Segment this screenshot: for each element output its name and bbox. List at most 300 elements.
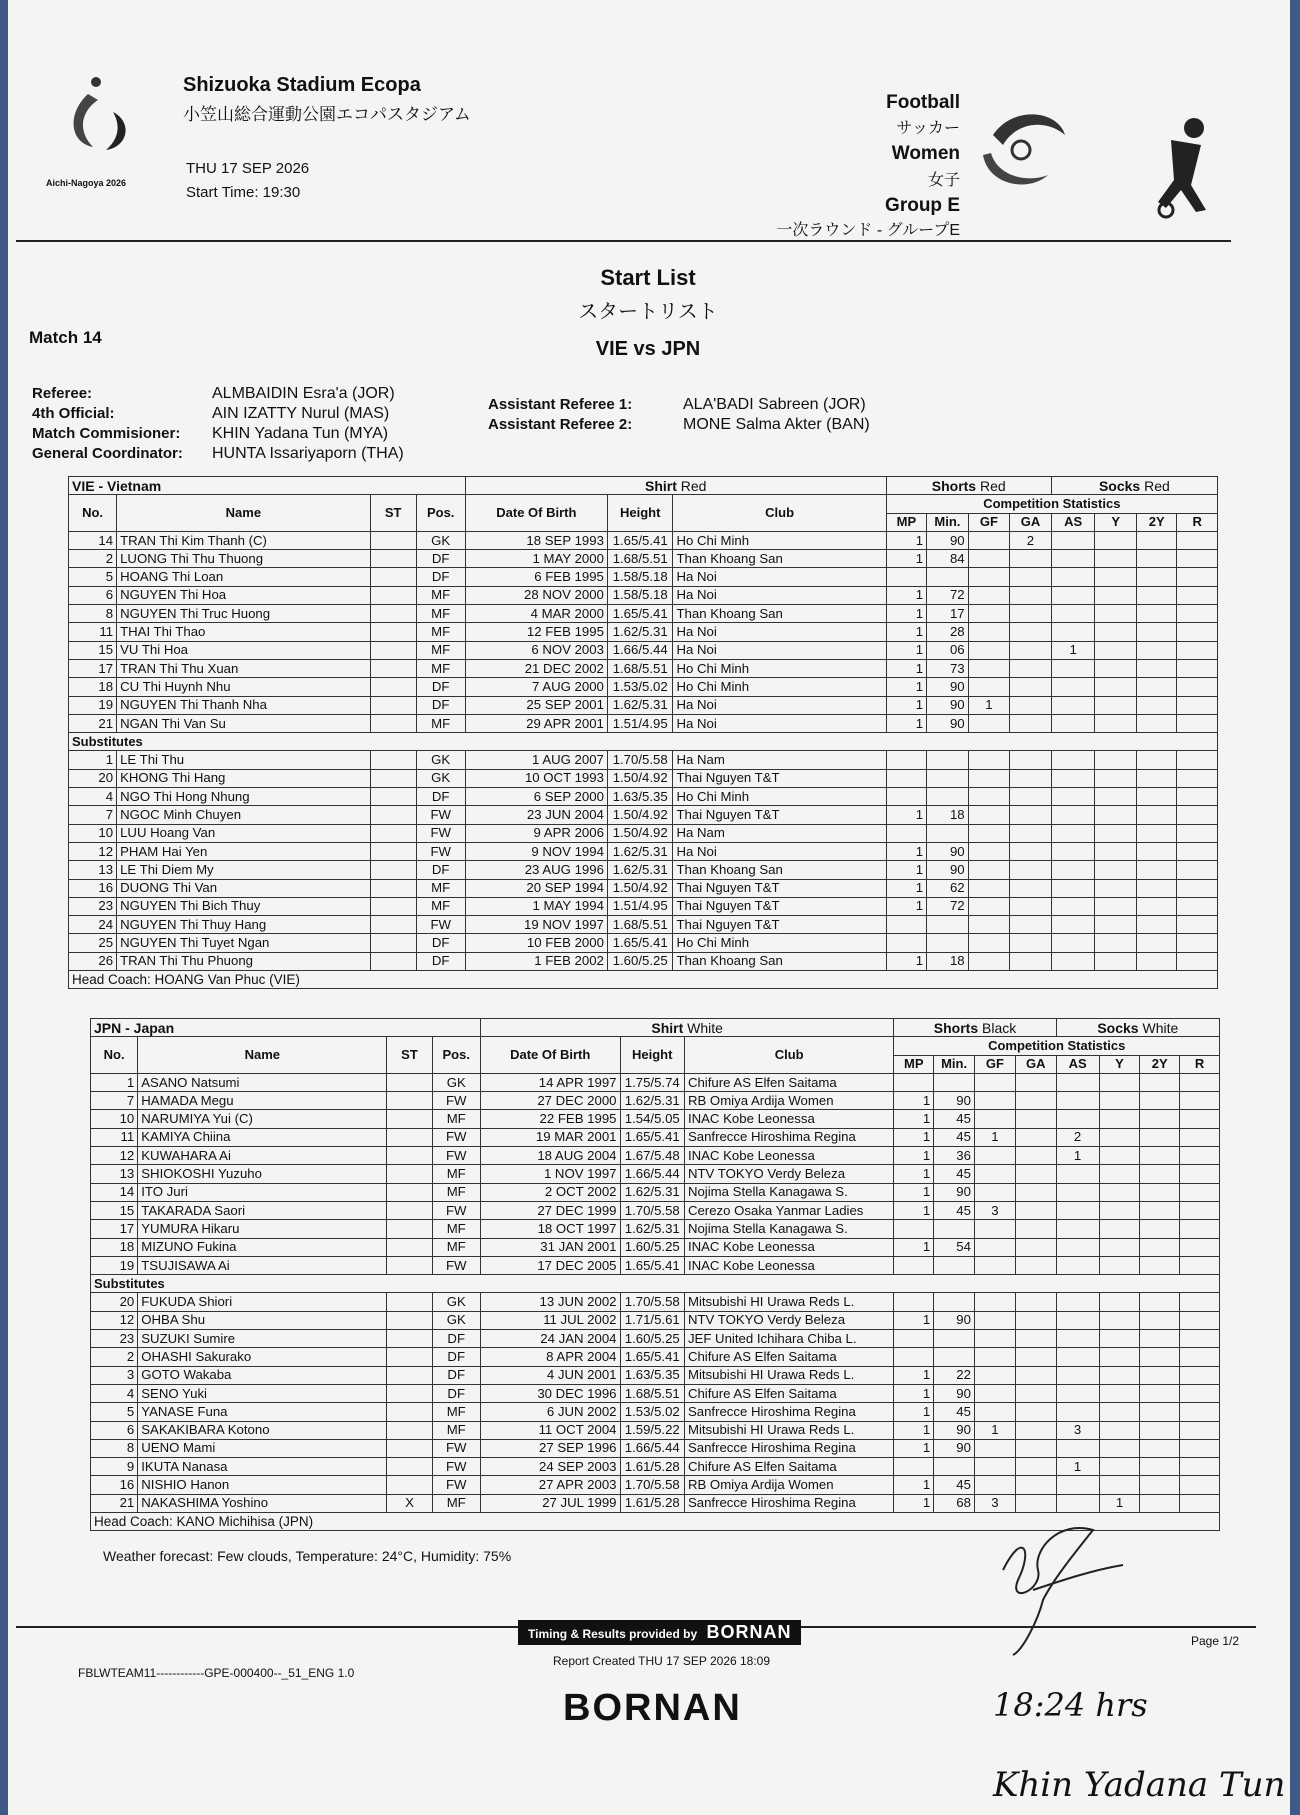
player-min	[934, 1293, 975, 1311]
player-y2	[1140, 1330, 1180, 1348]
player-name: TAKARADA Saori	[138, 1201, 387, 1219]
col-y-header: Y	[1099, 1055, 1140, 1073]
player-as	[1051, 568, 1095, 586]
player-y2	[1137, 934, 1177, 952]
player-mp: 1	[894, 1201, 934, 1219]
player-name: LUU Hoang Van	[117, 824, 371, 842]
shirt-value: White	[687, 1019, 723, 1036]
player-height: 1.54/5.05	[620, 1110, 684, 1128]
player-row	[69, 568, 1218, 586]
player-ga	[1015, 1073, 1056, 1091]
player-club: Chifure AS Elfen Saitama	[684, 1458, 893, 1476]
player-ga	[1010, 605, 1052, 623]
matchup: VIE vs JPN	[595, 338, 701, 360]
player-pos: MF	[416, 623, 465, 641]
player-name: ITO Juri	[138, 1183, 387, 1201]
player-st	[370, 696, 416, 714]
player-name: OHBA Shu	[138, 1311, 387, 1329]
player-r	[1177, 952, 1218, 970]
player-as	[1051, 824, 1095, 842]
player-dob: 27 DEC 1999	[480, 1201, 620, 1219]
player-ga	[1015, 1439, 1056, 1457]
player-no: 8	[91, 1439, 138, 1457]
shirt-label: Shirt	[645, 477, 677, 494]
player-name: OHASHI Sakurako	[138, 1348, 387, 1366]
player-st	[370, 659, 416, 677]
player-min: 45	[934, 1128, 975, 1146]
player-min: 36	[934, 1147, 975, 1165]
player-st	[387, 1220, 432, 1238]
header-divider	[16, 240, 1231, 242]
player-name: TRAN Thi Thu Phuong	[117, 952, 371, 970]
player-y2	[1140, 1311, 1180, 1329]
player-y2	[1137, 879, 1177, 897]
player-y2	[1140, 1439, 1180, 1457]
player-r	[1180, 1348, 1220, 1366]
player-y2	[1140, 1238, 1180, 1256]
player-dob: 1 MAY 2000	[465, 550, 607, 568]
player-club: NTV TOKYO Verdy Beleza	[684, 1311, 893, 1329]
player-height: 1.70/5.58	[620, 1201, 684, 1219]
player-st	[370, 934, 416, 952]
player-y	[1095, 586, 1137, 604]
official-value: MONE Salma Akter (BAN)	[683, 416, 870, 433]
player-no: 2	[69, 550, 117, 568]
player-gf	[974, 1183, 1015, 1201]
player-dob: 24 SEP 2003	[480, 1458, 620, 1476]
player-height: 1.50/4.92	[607, 879, 673, 897]
player-st	[387, 1073, 432, 1091]
player-r	[1177, 769, 1218, 787]
player-club: Ho Chi Minh	[673, 788, 886, 806]
player-club: Sanfrecce Hiroshima Regina	[684, 1403, 893, 1421]
player-min: 90	[934, 1183, 975, 1201]
player-y2	[1140, 1073, 1180, 1091]
player-mp: 1	[894, 1421, 934, 1439]
player-as: 2	[1056, 1128, 1099, 1146]
player-name: IKUTA Nanasa	[138, 1458, 387, 1476]
timing-text: Timing & Results provided by	[528, 1627, 698, 1641]
player-st	[387, 1201, 432, 1219]
col-name-header: Name	[138, 1037, 387, 1074]
player-height: 1.50/4.92	[607, 806, 673, 824]
player-as	[1056, 1476, 1099, 1494]
officials-left	[32, 385, 404, 465]
player-mp	[894, 1073, 934, 1091]
player-club: Ho Chi Minh	[673, 678, 886, 696]
player-gf	[974, 1458, 1015, 1476]
player-row	[91, 1238, 1220, 1256]
player-y	[1099, 1073, 1140, 1091]
player-st	[387, 1110, 432, 1128]
player-mp: 1	[894, 1403, 934, 1421]
player-height: 1.63/5.35	[607, 788, 673, 806]
player-st	[370, 623, 416, 641]
player-y	[1095, 788, 1137, 806]
player-name: VU Thi Hoa	[117, 641, 371, 659]
player-ga	[1010, 806, 1052, 824]
player-y2	[1140, 1421, 1180, 1439]
player-y	[1099, 1092, 1140, 1110]
player-y2	[1137, 605, 1177, 623]
player-height: 1.53/5.02	[620, 1403, 684, 1421]
player-y2	[1140, 1348, 1180, 1366]
shorts-color	[894, 1019, 1056, 1037]
player-as	[1051, 934, 1095, 952]
player-pos: FW	[416, 842, 465, 860]
player-ga	[1010, 714, 1052, 732]
player-min	[934, 1458, 975, 1476]
player-mp	[886, 769, 926, 787]
player-club: Chifure AS Elfen Saitama	[684, 1348, 893, 1366]
col-ga-header: GA	[1010, 513, 1052, 531]
player-r	[1180, 1366, 1220, 1384]
player-name: HAMADA Megu	[138, 1092, 387, 1110]
player-dob: 22 FEB 1995	[480, 1110, 620, 1128]
player-pos: FW	[432, 1458, 480, 1476]
player-y2	[1137, 531, 1177, 549]
socks-label: Socks	[1098, 477, 1141, 494]
player-r	[1180, 1439, 1220, 1457]
player-as	[1051, 769, 1095, 787]
team-table-vie	[68, 476, 1218, 989]
player-mp	[894, 1256, 934, 1274]
player-as: 3	[1056, 1421, 1099, 1439]
player-gf	[974, 1311, 1015, 1329]
player-club: Mitsubishi HI Urawa Reds L.	[684, 1421, 893, 1439]
player-row	[91, 1311, 1220, 1329]
player-club: Ha Noi	[673, 586, 886, 604]
player-st	[370, 952, 416, 970]
player-name: PHAM Hai Yen	[117, 842, 371, 860]
player-row	[69, 842, 1218, 860]
player-gf	[968, 824, 1010, 842]
player-min	[927, 788, 969, 806]
player-st	[370, 806, 416, 824]
player-st	[387, 1476, 432, 1494]
player-ga	[1015, 1183, 1056, 1201]
player-no: 3	[91, 1366, 138, 1384]
player-club: Sanfrecce Hiroshima Regina	[684, 1439, 893, 1457]
player-no: 24	[69, 916, 117, 934]
player-min: 72	[927, 897, 969, 915]
start-list-sheet	[8, 0, 1290, 1815]
player-y2	[1140, 1458, 1180, 1476]
head-coach: Head Coach: KANO Michihisa (JPN)	[91, 1513, 1220, 1531]
player-as	[1056, 1384, 1099, 1402]
player-gf	[968, 861, 1010, 879]
player-mp	[894, 1220, 934, 1238]
timing-banner	[518, 1620, 801, 1645]
player-dob: 19 NOV 1997	[465, 916, 607, 934]
player-row	[91, 1439, 1220, 1457]
player-no: 8	[69, 605, 117, 623]
ocasia-emblem-icon	[973, 105, 1073, 195]
player-gf: 3	[974, 1494, 1015, 1512]
player-st	[370, 605, 416, 623]
player-no: 10	[91, 1110, 138, 1128]
player-height: 1.75/5.74	[620, 1073, 684, 1091]
player-y	[1095, 678, 1137, 696]
player-st	[387, 1183, 432, 1201]
player-as: 1	[1056, 1458, 1099, 1476]
player-name: GOTO Wakaba	[138, 1366, 387, 1384]
player-name: DUONG Thi Van	[117, 879, 371, 897]
player-ga	[1010, 623, 1052, 641]
player-height: 1.68/5.51	[607, 550, 673, 568]
player-mp	[894, 1348, 934, 1366]
player-club: INAC Kobe Leonessa	[684, 1256, 893, 1274]
player-dob: 21 DEC 2002	[465, 659, 607, 677]
player-r	[1180, 1458, 1220, 1476]
player-y2	[1140, 1256, 1180, 1274]
player-st	[370, 678, 416, 696]
player-min: 90	[927, 842, 969, 860]
col-st-header: ST	[387, 1037, 432, 1074]
player-pos: DF	[416, 550, 465, 568]
player-st	[387, 1238, 432, 1256]
player-as	[1051, 751, 1095, 769]
player-no: 10	[69, 824, 117, 842]
player-y	[1099, 1183, 1140, 1201]
group-label-jp: 一次ラウンド - グループE	[776, 222, 960, 239]
col-min-header: Min.	[934, 1055, 975, 1073]
player-y	[1099, 1293, 1140, 1311]
player-dob: 25 SEP 2001	[465, 696, 607, 714]
player-no: 5	[69, 568, 117, 586]
player-st	[370, 568, 416, 586]
shorts-value: Black	[982, 1019, 1017, 1036]
player-row	[91, 1073, 1220, 1091]
player-gf	[968, 879, 1010, 897]
player-no: 21	[69, 714, 117, 732]
player-pos: FW	[416, 916, 465, 934]
player-pos: GK	[416, 769, 465, 787]
player-club: Ha Noi	[673, 623, 886, 641]
player-ga	[1015, 1330, 1056, 1348]
column-header-row	[91, 1037, 1220, 1055]
player-no: 15	[69, 641, 117, 659]
official-ar1	[488, 396, 870, 416]
player-no: 15	[91, 1201, 138, 1219]
official-label: Referee:	[32, 385, 93, 402]
player-y2	[1137, 641, 1177, 659]
player-gf	[974, 1110, 1015, 1128]
player-st	[370, 714, 416, 732]
player-row	[69, 623, 1218, 641]
player-mp: 1	[894, 1311, 934, 1329]
player-no: 4	[69, 788, 117, 806]
player-y2	[1140, 1183, 1180, 1201]
player-height: 1.63/5.35	[620, 1366, 684, 1384]
player-dob: 29 APR 2001	[465, 714, 607, 732]
col-ga-header: GA	[1015, 1055, 1056, 1073]
player-ga	[1010, 550, 1052, 568]
player-st	[370, 751, 416, 769]
player-mp: 1	[894, 1110, 934, 1128]
player-dob: 10 FEB 2000	[465, 934, 607, 952]
shirt-color	[465, 477, 886, 495]
col-y2-header: 2Y	[1140, 1055, 1180, 1073]
player-dob: 6 SEP 2000	[465, 788, 607, 806]
asian-games-logo-icon	[58, 72, 148, 157]
player-dob: 17 DEC 2005	[480, 1256, 620, 1274]
player-y	[1099, 1256, 1140, 1274]
player-height: 1.58/5.18	[607, 568, 673, 586]
player-height: 1.70/5.58	[620, 1476, 684, 1494]
player-pos: FW	[432, 1439, 480, 1457]
player-min: 72	[927, 586, 969, 604]
player-min	[927, 916, 969, 934]
player-club: RB Omiya Ardija Women	[684, 1476, 893, 1494]
socks-value: Red	[1144, 477, 1170, 494]
head-coach-row	[69, 971, 1218, 989]
player-no: 14	[69, 531, 117, 549]
player-y	[1095, 568, 1137, 586]
player-row	[91, 1092, 1220, 1110]
player-as	[1056, 1201, 1099, 1219]
player-as	[1051, 714, 1095, 732]
player-club: Mitsubishi HI Urawa Reds L.	[684, 1366, 893, 1384]
player-y2	[1137, 824, 1177, 842]
player-height: 1.59/5.22	[620, 1421, 684, 1439]
player-row	[69, 550, 1218, 568]
player-dob: 1 FEB 2002	[465, 952, 607, 970]
player-club: Thai Nguyen T&T	[673, 916, 886, 934]
player-pos: GK	[432, 1311, 480, 1329]
player-st	[370, 916, 416, 934]
player-row	[69, 769, 1218, 787]
signature-icon	[983, 1510, 1143, 1660]
player-min: 45	[934, 1476, 975, 1494]
player-y	[1099, 1110, 1140, 1128]
player-row	[91, 1128, 1220, 1146]
player-name: LE Thi Thu	[117, 751, 371, 769]
player-name: NGAN Thi Van Su	[117, 714, 371, 732]
player-gf	[974, 1147, 1015, 1165]
player-y2	[1137, 806, 1177, 824]
player-min: 17	[927, 605, 969, 623]
player-name: SAKAKIBARA Kotono	[138, 1421, 387, 1439]
player-y	[1095, 751, 1137, 769]
player-mp: 1	[886, 696, 926, 714]
player-ga	[1010, 751, 1052, 769]
player-y	[1095, 531, 1137, 549]
player-y	[1095, 806, 1137, 824]
player-min: 90	[934, 1421, 975, 1439]
player-r	[1180, 1165, 1220, 1183]
player-mp: 1	[894, 1384, 934, 1402]
player-y	[1099, 1366, 1140, 1384]
document-code: FBLWTEAM11------------GPE-000400--_51_ENG 1.0	[78, 1666, 355, 1680]
player-row	[91, 1201, 1220, 1219]
player-y2	[1140, 1293, 1180, 1311]
player-club: Chifure AS Elfen Saitama	[684, 1384, 893, 1402]
player-height: 1.66/5.44	[607, 641, 673, 659]
player-y	[1099, 1384, 1140, 1402]
player-mp: 1	[886, 623, 926, 641]
player-no: 13	[91, 1165, 138, 1183]
socks-color	[1051, 477, 1217, 495]
player-pos: MF	[416, 605, 465, 623]
player-r	[1177, 659, 1218, 677]
player-y2	[1140, 1128, 1180, 1146]
player-as	[1056, 1183, 1099, 1201]
player-club: Ho Chi Minh	[673, 531, 886, 549]
player-mp: 1	[886, 806, 926, 824]
player-club: Sanfrecce Hiroshima Regina	[684, 1494, 893, 1512]
player-row	[91, 1293, 1220, 1311]
player-row	[69, 696, 1218, 714]
player-as	[1056, 1220, 1099, 1238]
player-row	[69, 678, 1218, 696]
player-no: 26	[69, 952, 117, 970]
player-y2	[1140, 1384, 1180, 1402]
player-min	[927, 934, 969, 952]
player-mp: 1	[886, 879, 926, 897]
player-no: 7	[91, 1092, 138, 1110]
player-y	[1099, 1238, 1140, 1256]
player-y	[1095, 897, 1137, 915]
player-height: 1.67/5.48	[620, 1147, 684, 1165]
col-gf-header: GF	[974, 1055, 1015, 1073]
player-ga	[1015, 1165, 1056, 1183]
player-row	[91, 1330, 1220, 1348]
player-y2	[1137, 568, 1177, 586]
player-pos: GK	[432, 1293, 480, 1311]
player-no: 21	[91, 1494, 138, 1512]
player-row	[69, 788, 1218, 806]
player-no: 6	[91, 1421, 138, 1439]
col-dob-header: Date Of Birth	[480, 1037, 620, 1074]
player-height: 1.50/4.92	[607, 769, 673, 787]
player-st	[387, 1366, 432, 1384]
player-height: 1.65/5.41	[607, 531, 673, 549]
player-y	[1095, 696, 1137, 714]
player-no: 16	[69, 879, 117, 897]
player-pos: MF	[432, 1183, 480, 1201]
player-pos: MF	[432, 1403, 480, 1421]
player-club: RB Omiya Ardija Women	[684, 1092, 893, 1110]
player-height: 1.51/4.95	[607, 714, 673, 732]
player-y2	[1137, 623, 1177, 641]
player-mp	[886, 751, 926, 769]
player-gf	[968, 934, 1010, 952]
player-r	[1177, 550, 1218, 568]
player-no: 12	[91, 1311, 138, 1329]
player-no: 7	[69, 806, 117, 824]
player-ga	[1010, 641, 1052, 659]
player-gf	[968, 678, 1010, 696]
page-number: Page 1/2	[1191, 1634, 1240, 1648]
player-r	[1180, 1293, 1220, 1311]
shorts-label: Shorts	[933, 1019, 979, 1036]
player-as	[1051, 550, 1095, 568]
player-club: INAC Kobe Leonessa	[684, 1147, 893, 1165]
player-r	[1177, 897, 1218, 915]
player-height: 1.51/4.95	[607, 897, 673, 915]
player-min: 54	[934, 1238, 975, 1256]
player-dob: 19 MAR 2001	[480, 1128, 620, 1146]
player-st	[370, 586, 416, 604]
player-ga	[1015, 1201, 1056, 1219]
player-y	[1099, 1348, 1140, 1366]
player-r	[1180, 1421, 1220, 1439]
player-row	[69, 879, 1218, 897]
competition-stats-header: Competition Statistics	[886, 495, 1217, 513]
player-y	[1099, 1476, 1140, 1494]
player-mp	[894, 1330, 934, 1348]
